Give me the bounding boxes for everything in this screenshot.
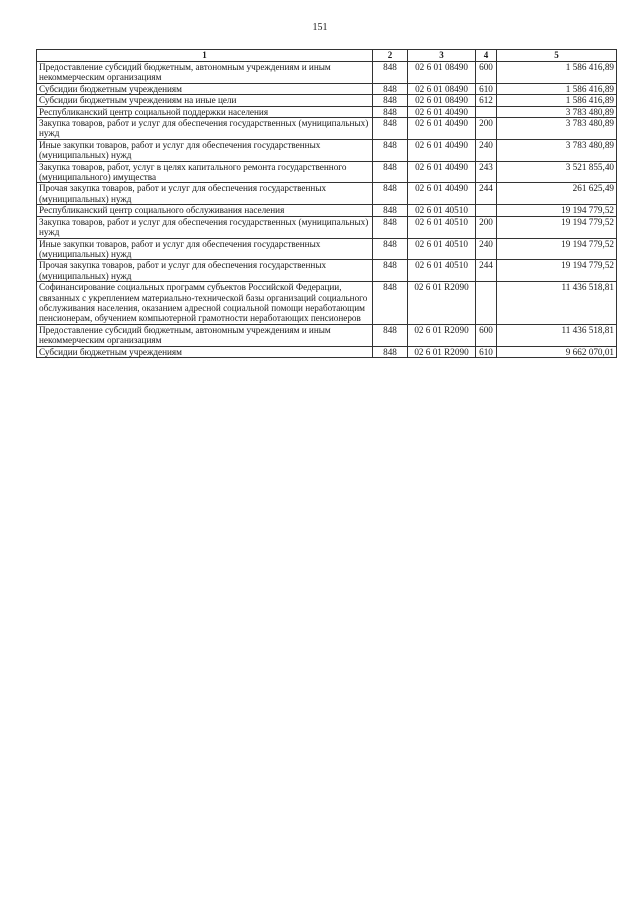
table-row — [37, 183, 617, 205]
row-code-cell: 848 — [373, 205, 408, 216]
row-name-cell: Предоставление субсидий бюджетным, автономным учреждениям и иным некоммерческим организациям — [37, 324, 373, 346]
row-type-cell: 240 — [476, 139, 497, 161]
row-type-cell: 610 — [476, 83, 497, 94]
row-section-cell: 02 6 01 40490 — [408, 139, 476, 161]
row-name-cell: Иные закупки товаров, работ и услуг для обеспечения государственных (муниципальных) нужд — [37, 139, 373, 161]
table-row — [37, 260, 617, 282]
row-type-cell — [476, 282, 497, 325]
row-name-cell: Республиканский центр социального обслуживания населения — [37, 205, 373, 216]
row-name-cell: Прочая закупка товаров, работ и услуг для обеспечения государственных (муниципальных) нужд — [37, 260, 373, 282]
header-col-4: 4 — [476, 50, 497, 62]
row-amount-cell: 3 783 480,89 — [497, 139, 617, 161]
row-section-cell: 02 6 01 08490 — [408, 83, 476, 94]
row-name-cell: Закупка товаров, работ и услуг для обеспечения государственных (муниципальных) нужд — [37, 118, 373, 140]
row-code-cell: 848 — [373, 83, 408, 94]
row-code-cell: 848 — [373, 118, 408, 140]
row-type-cell — [476, 106, 497, 117]
row-amount-cell: 3 783 480,89 — [497, 118, 617, 140]
row-section-cell: 02 6 01 40510 — [408, 260, 476, 282]
row-code-cell: 848 — [373, 324, 408, 346]
row-amount-cell: 3 783 480,89 — [497, 106, 617, 117]
row-amount-cell: 19 194 779,52 — [497, 205, 617, 216]
row-name-cell: Софинансирование социальных программ субъектов Российской Федерации, связанных с укреплением материально-технической базы организаций социального обслуживания населения, оказанием адресной социальной помощи неработающим пенсионерам, обучением компьютерной грамотности неработающих пенсионеров — [37, 282, 373, 325]
row-amount-cell: 1 586 416,89 — [497, 95, 617, 106]
row-name-cell: Закупка товаров, работ и услуг для обеспечения государственных (муниципальных) нужд — [37, 216, 373, 238]
row-section-cell: 02 6 01 40490 — [408, 106, 476, 117]
row-type-cell: 244 — [476, 260, 497, 282]
row-code-cell: 848 — [373, 282, 408, 325]
row-section-cell: 02 6 01 40490 — [408, 183, 476, 205]
page-number: 151 — [312, 22, 328, 33]
row-section-cell: 02 6 01 40490 — [408, 118, 476, 140]
table-row — [37, 62, 617, 84]
row-section-cell: 02 6 01 R2090 — [408, 346, 476, 357]
header-col-1: 1 — [37, 50, 373, 62]
row-code-cell: 848 — [373, 346, 408, 357]
row-type-cell: 600 — [476, 62, 497, 84]
row-type-cell: 600 — [476, 324, 497, 346]
row-amount-cell: 19 194 779,52 — [497, 260, 617, 282]
row-name-cell: Республиканский центр социальной поддержки населения — [37, 106, 373, 117]
row-section-cell: 02 6 01 40510 — [408, 216, 476, 238]
row-code-cell: 848 — [373, 139, 408, 161]
table-row — [37, 83, 617, 94]
row-amount-cell: 11 436 518,81 — [497, 282, 617, 325]
row-code-cell: 848 — [373, 106, 408, 117]
row-type-cell: 612 — [476, 95, 497, 106]
row-type-cell: 244 — [476, 183, 497, 205]
row-name-cell: Субсидии бюджетным учреждениям — [37, 346, 373, 357]
row-name-cell: Субсидии бюджетным учреждениям — [37, 83, 373, 94]
row-code-cell: 848 — [373, 95, 408, 106]
row-name-cell: Закупка товаров, работ, услуг в целях капитального ремонта государственного (муниципального) имущества — [37, 161, 373, 183]
row-code-cell: 848 — [373, 62, 408, 84]
row-name-cell: Предоставление субсидий бюджетным, автономным учреждениям и иным некоммерческим организациям — [37, 62, 373, 84]
row-type-cell: 200 — [476, 216, 497, 238]
row-amount-cell: 9 662 070,01 — [497, 346, 617, 357]
table-row — [37, 238, 617, 260]
table-header-row — [37, 50, 617, 62]
row-section-cell: 02 6 01 40510 — [408, 238, 476, 260]
row-amount-cell: 19 194 779,52 — [497, 216, 617, 238]
row-code-cell: 848 — [373, 183, 408, 205]
row-code-cell: 848 — [373, 161, 408, 183]
header-col-3: 3 — [408, 50, 476, 62]
row-amount-cell: 19 194 779,52 — [497, 238, 617, 260]
row-section-cell: 02 6 01 40490 — [408, 161, 476, 183]
row-name-cell: Иные закупки товаров, работ и услуг для обеспечения государственных (муниципальных) нужд — [37, 238, 373, 260]
row-code-cell: 848 — [373, 216, 408, 238]
row-type-cell: 610 — [476, 346, 497, 357]
table-row — [37, 205, 617, 216]
table-row — [37, 161, 617, 183]
row-amount-cell: 261 625,49 — [497, 183, 617, 205]
budget-table — [36, 49, 617, 358]
row-type-cell — [476, 205, 497, 216]
header-col-2: 2 — [373, 50, 408, 62]
row-code-cell: 848 — [373, 238, 408, 260]
table-row — [37, 139, 617, 161]
table-row — [37, 95, 617, 106]
row-section-cell: 02 6 01 08490 — [408, 95, 476, 106]
row-name-cell: Прочая закупка товаров, работ и услуг для обеспечения государственных (муниципальных) нужд — [37, 183, 373, 205]
row-amount-cell: 1 586 416,89 — [497, 83, 617, 94]
row-section-cell: 02 6 01 40510 — [408, 205, 476, 216]
row-section-cell: 02 6 01 R2090 — [408, 324, 476, 346]
table-row — [37, 346, 617, 357]
row-name-cell: Субсидии бюджетным учреждениям на иные цели — [37, 95, 373, 106]
table-row — [37, 324, 617, 346]
row-amount-cell: 11 436 518,81 — [497, 324, 617, 346]
row-amount-cell: 1 586 416,89 — [497, 62, 617, 84]
row-type-cell: 200 — [476, 118, 497, 140]
row-type-cell: 243 — [476, 161, 497, 183]
header-col-5: 5 — [497, 50, 617, 62]
row-section-cell: 02 6 01 R2090 — [408, 282, 476, 325]
row-section-cell: 02 6 01 08490 — [408, 62, 476, 84]
row-type-cell: 240 — [476, 238, 497, 260]
table-row — [37, 216, 617, 238]
table-row — [37, 282, 617, 325]
row-code-cell: 848 — [373, 260, 408, 282]
row-amount-cell: 3 521 855,40 — [497, 161, 617, 183]
table-row — [37, 106, 617, 117]
table-row — [37, 118, 617, 140]
